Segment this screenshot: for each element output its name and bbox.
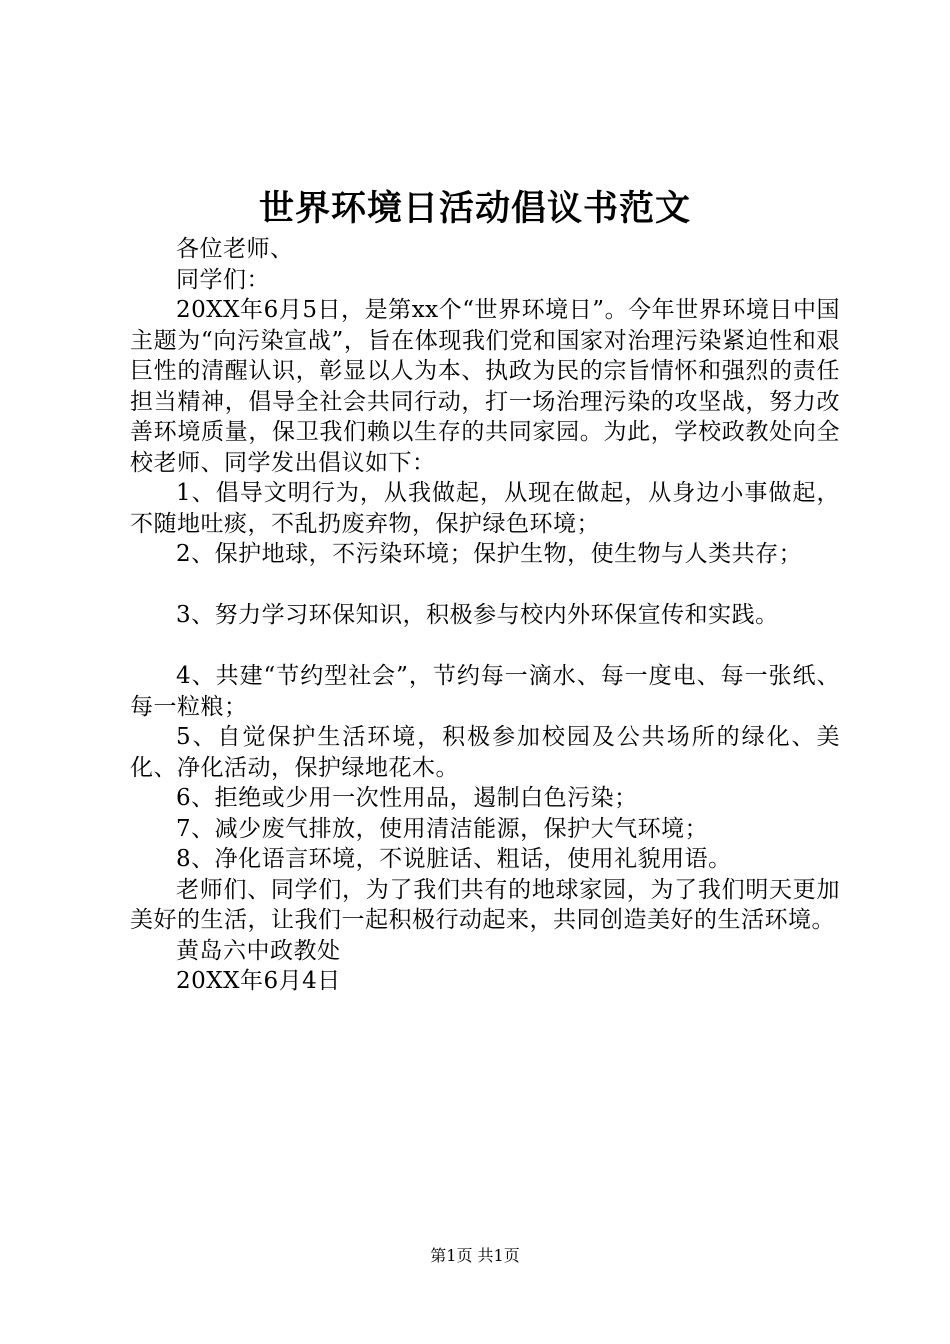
proposal-item-1: 1、倡导文明行为，从我做起，从现在做起，从身边小事做起，不随地吐痰，不乱扔废弃物，保护绿色环境； <box>130 480 840 537</box>
signature-organization: 黄岛六中政教处 <box>176 937 341 964</box>
page-number-footer: 第1页 共1页 <box>430 1246 520 1265</box>
document-body <box>130 234 840 997</box>
proposal-item-7: 7、减少废气排放，使用清洁能源，保护大气环境； <box>176 815 709 842</box>
proposal-item-3: 3、努力学习环保知识，积极参与校内外环保宣传和实践。 <box>176 602 779 628</box>
proposal-item-5: 5、自觉保护生活环境，积极参加校园及公共场所的绿化、美化、净化活动，保护绿地花木。 <box>130 724 840 781</box>
document-title: 世界环境日活动倡议书范文 <box>258 188 691 229</box>
proposal-item-4: 4、共建“节约型社会”，节约每一滴水、每一度电、每一张纸、每一粒粮； <box>130 663 840 720</box>
proposal-item-8: 8、净化语言环境，不说脏话、粗话，使用礼貌用语。 <box>176 846 732 872</box>
salutation-line-2: 同学们： <box>176 266 270 293</box>
proposal-item-2: 2、保护地球，不污染环境；保护生物，使生物与人类共存； <box>176 541 803 567</box>
proposal-item-6: 6、拒绝或少用一次性用品，遏制白色污染； <box>176 785 638 811</box>
signature-date: 20XX年6月4日 <box>176 968 341 994</box>
salutation-line-1: 各位老师、 <box>176 236 294 262</box>
intro-paragraph: 20XX年6月5日，是第xx个“世界环境日”。今年世界环境日中国主题为“向污染宣战”，旨在体现我们党和国家对治理污染紧迫性和艰巨性的清醒认识，彰显以人为本、执政为民的宗旨情怀和强烈的责任担当精神，倡导全社会共同行动，打一场治理污染的攻坚战，努力改善环境质量，保卫我们赖以生存的共同家园。为此，学校政教处向全校老师、同学发出倡议如下： <box>130 297 840 476</box>
closing-paragraph: 老师们、同学们，为了我们共有的地球家园，为了我们明天更加美好的生活，让我们一起积极行动起来，共同创造美好的生活环境。 <box>130 876 840 933</box>
